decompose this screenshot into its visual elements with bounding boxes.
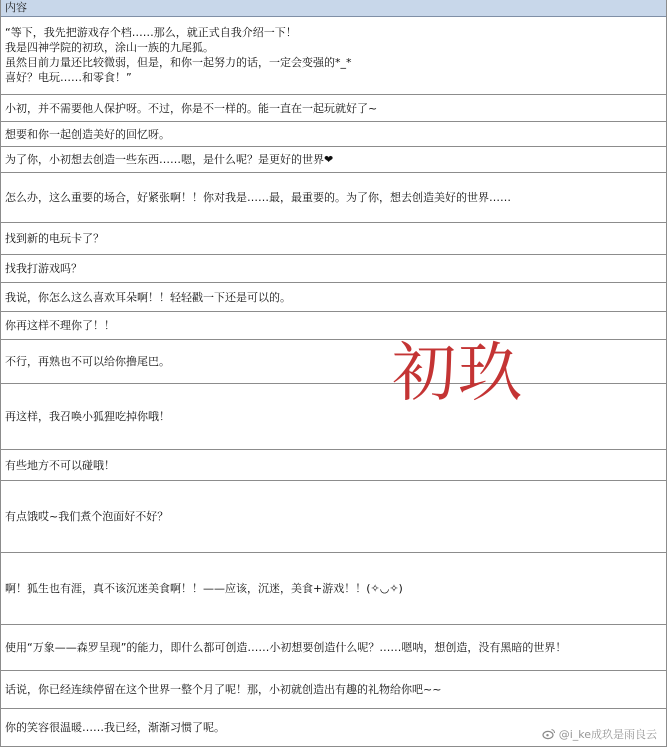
table-row [1,625,666,671]
cell-text: 不行，再熟也不可以给你撸尾巴。 [5,355,170,368]
cell-text: 我说，你怎么这么喜欢耳朵啊！！轻轻戳一下还是可以的。 [5,290,291,304]
table-row [1,481,666,553]
table-row [1,340,666,384]
column-header: 内容 [1,0,666,17]
table-row [1,122,666,147]
cell-text: 小初，并不需要他人保护呀。不过，你是不一样的。能一直在一起玩就好了~ [5,101,378,115]
cell-text: 想要和你一起创造美好的回忆呀。 [5,127,170,141]
table-row [1,312,666,340]
table-row [1,223,666,255]
cell-text: 有点饿哎~我们煮个泡面好不好？ [5,510,169,523]
table-row [1,147,666,173]
table-row [1,95,666,122]
cell-text: 话说，你已经连续停留在这个世界一整个月了呢！那，小初就创造出有趣的礼物给你吧~~ [5,683,442,696]
cell-text: 再这样，我召唤小狐狸吃掉你哦！ [5,410,170,423]
cell-text: 怎么办，这么重要的场合，好紧张啊！！你对我是……最，最重要的。为了你，想去创造美好的世界…… [5,191,511,204]
cell-text: “等下，我先把游戏存个档……那么，就正式自我介绍一下！ 我是四神学院的初玖，涂山一族的九尾狐。 虽然目前力量还比较微弱，但是，和你一起努力的话，一定会变强的*_* 喜好？电玩……和零食！” [5,26,352,84]
cell-text: 为了你，小初想去创造一些东西……嗯，是什么呢？是更好的世界❤ [5,153,334,166]
cell-text: 你的笑容很温暖……我已经，渐渐习惯了呢。 [5,721,225,734]
cell-text: 找我打游戏吗？ [5,262,82,275]
table-row [1,17,666,95]
table-row [1,709,666,747]
table-row [1,450,666,481]
table-row [1,671,666,709]
cell-text: 有些地方不可以碰哦！ [5,458,115,472]
credit-handle: @i_ke成玖是雨良云 [558,728,657,741]
table-row [1,553,666,625]
table-row [1,384,666,450]
table-row [1,173,666,223]
watermark-text: 初玖 [392,337,524,411]
cell-text: 使用“万象——森罗呈现”的能力，即什么都可创造……小初想要创造什么呢？……嗯呐，想创造，没有黑暗的世界！ [5,641,567,654]
cell-text: 啊！狐生也有涯，真不该沉迷美食啊！！——应该，沉迷，美食+游戏！！(✧◡✧) [5,582,403,595]
cell-text: 找到新的电玩卡了？ [5,232,104,245]
cell-text: 你再这样不理你了！！ [5,319,115,332]
table-row [1,255,666,283]
table-row [1,283,666,312]
